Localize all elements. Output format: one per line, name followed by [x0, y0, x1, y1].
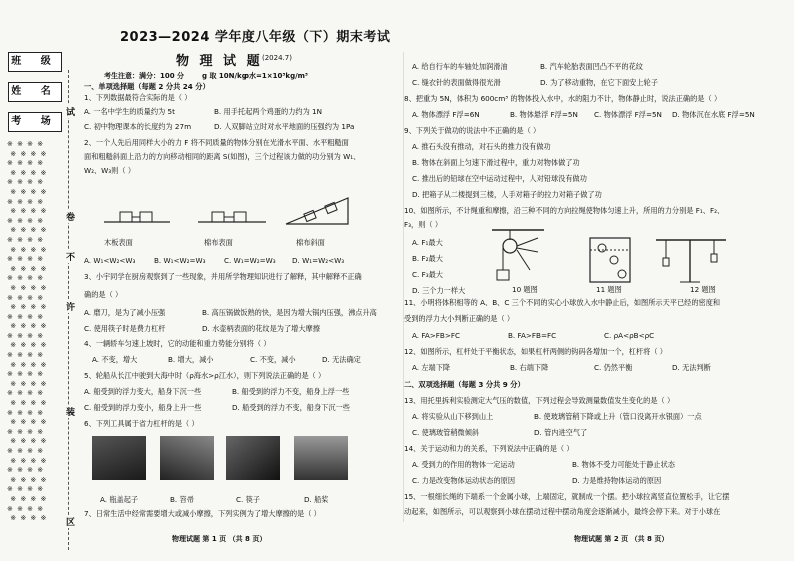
- class-label: 班 级: [11, 56, 59, 67]
- q7-option-c[interactable]: C. 缝衣针的表面做得很光滑: [412, 78, 501, 87]
- q13-option-b[interactable]: B. 使玻璃管稍下降或上升（管口没离开水银面）一点: [534, 412, 702, 421]
- q11-stem-2: 受到的浮力大小判断正确的是（ ）: [404, 314, 515, 323]
- q12-option-b[interactable]: B. 右端下降: [510, 363, 549, 372]
- q2-fig-label-2: 棉布表面: [204, 238, 233, 247]
- q4-stem: 4、一辆轿车匀速上坡时，它的动能和重力势能分别将（ ）: [84, 339, 271, 348]
- q4-option-d[interactable]: D. 无法确定: [322, 355, 361, 364]
- q11-stem: 11、小明将体积相等的 A、B、C 三个不同的实心小球放入水中静止后，如图所示天平已经的密度和: [404, 298, 721, 307]
- q2-figure: [100, 196, 380, 242]
- q7-stem: 7、日常生活中经常需要增大或减小摩擦，下列实例为了增大摩擦的是（ ）: [84, 509, 321, 518]
- q10-stem: 10、如图所示，不计绳重和摩擦，沿三种不同的方向拉绳使物体匀速上升，所用的力分别是 F₁、F₂、: [404, 206, 725, 215]
- q15-stem-2: 动起来，如图所示，可以观察到小球在摆动过程中摆动角度会逐渐减小，最终会停下来。对于小球在: [404, 507, 721, 516]
- q2-option-b[interactable]: B. W₁<W₂=W₃: [154, 256, 206, 265]
- q5-option-d[interactable]: D. 船受到的浮力不变，船身下沉一些: [232, 403, 350, 412]
- q2-fig-label-1: 木板表面: [104, 238, 133, 247]
- q12-option-d[interactable]: D. 无法判断: [672, 363, 711, 372]
- q2-fig-label-3: 棉布斜面: [296, 238, 325, 247]
- fig10-label: 10 题图: [512, 285, 538, 294]
- q3-option-c[interactable]: C. 使用筷子时是费力杠杆: [84, 324, 166, 333]
- q3-stem: 3、小宇同学在厨房观察到了一些现象，并用所学物理知识进行了解释，其中解释不正确: [84, 272, 362, 281]
- q14-option-c[interactable]: C. 力是改变物体运动状态的原因: [412, 476, 516, 485]
- q7-option-a[interactable]: A. 给自行车的车轴处加润滑油: [412, 62, 508, 71]
- q10-stem-2: F₃，则（ ）: [404, 220, 443, 229]
- section-2-heading: 二、双项选择题（每题 3 分共 9 分）: [404, 380, 525, 389]
- q13-option-a[interactable]: A. 将实验从山下移到山上: [412, 412, 494, 421]
- q4-option-c[interactable]: C. 不变，减小: [250, 355, 296, 364]
- q6-photo-b: [160, 436, 214, 480]
- q2-option-c[interactable]: C. W₁=W₂=W₃: [224, 256, 276, 265]
- q13-option-c[interactable]: C. 使璃玻管稍微倾斜: [412, 428, 480, 437]
- q1-stem: 1、下列数据最符合实际的是（ ）: [84, 93, 192, 102]
- q2-stem-3: W₂、W₃则（ ）: [84, 166, 136, 175]
- exam-subject: 物 理 试 题: [176, 54, 263, 69]
- class-field[interactable]: [8, 52, 62, 72]
- q8-option-a[interactable]: A. 物体漂浮 F浮=6N: [412, 110, 480, 119]
- q9-option-a[interactable]: A. 推石头没有推动，对石头的推力没有做功: [412, 142, 551, 151]
- binding-hatch-pattern: ※ ※ ※ ※ ※ ※ ※ ※ ※ ※ ※ ※ ※ ※ ※ ※ ※ ※ ※ ※ ※ ※ ※ ※ ※ ※ ※ ※ ※ ※ ※ ※ ※ ※ ※ ※ ※ ※ ※ ※ ※ ※ ※ ※ ※ ※ ※ ※ ※ ※ ※ ※ ※ ※ ※ ※ ※ ※ ※ ※ ※ ※ ※ ※ ※ ※ ※ ※ ※ ※ ※ ※ ※ ※ ※ ※ ※ ※ ※ ※ ※ ※ ※ ※ ※ ※ ※ ※ ※ ※ ※ ※ ※ ※ ※ ※ ※ ※ ※ ※ ※ ※ ※ ※ ※ ※ ※ ※ ※ ※ ※ ※ ※ ※ ※ ※ ※ ※ ※ ※ ※ ※ ※ ※ ※ ※ ※ ※ ※ ※ ※ ※ ※ ※ ※ ※ ※ ※ ※ ※ ※ ※ ※ ※ ※ ※ ※ ※ ※ ※ ※ ※ ※ ※ ※ ※ ※ ※ ※ ※: [7, 140, 48, 523]
- q6-photo-d: [294, 436, 348, 480]
- side-char-4: 许: [66, 300, 75, 313]
- q3-option-d[interactable]: D. 水壶柄表面的花纹是为了增大摩擦: [202, 324, 320, 333]
- q3-option-b[interactable]: B. 高压锅做饭熟的快，是因为增大锅内压强，沸点升高: [202, 308, 377, 317]
- q7-option-d[interactable]: D. 为了移动重物，在它下面安上轮子: [540, 78, 658, 87]
- q9-option-b[interactable]: B. 物体在斜面上匀速下滑过程中，重力对物体做了功: [412, 158, 580, 167]
- room-label: 考 场: [11, 116, 59, 127]
- q8-option-b[interactable]: B. 物体悬浮 F浮=5N: [510, 110, 578, 119]
- q6-option-d[interactable]: D. 船桨: [304, 495, 329, 504]
- q12-option-a[interactable]: A. 左端下降: [412, 363, 451, 372]
- q5-option-a[interactable]: A. 船受到的浮力变大，船身下沉一些: [84, 387, 202, 396]
- q15-stem: 15、一根细长绳的下端系一个金属小球，上端固定，就制成一个摆。把小球拉离竖直位置松手，让它摆: [404, 492, 730, 501]
- q6-option-b[interactable]: B. 笤帚: [170, 495, 194, 504]
- q2-option-d[interactable]: D. W₁=W₂<W₃: [292, 256, 345, 265]
- q10-option-d[interactable]: D. 三个力一样大: [412, 286, 466, 295]
- q7-option-b[interactable]: B. 汽车轮胎表面凹凸不平的花纹: [540, 62, 643, 71]
- q11-option-a[interactable]: A. FA>FB>FC: [412, 331, 461, 340]
- q5-option-b[interactable]: B. 船受到的浮力不变，船身上浮一些: [232, 387, 350, 396]
- room-field[interactable]: [8, 112, 62, 132]
- exam-info: 考生注意：满分：100 分: [104, 72, 185, 80]
- q12-option-c[interactable]: C. 仍然平衡: [594, 363, 633, 372]
- q9-option-d[interactable]: D. 把箱子从二楼提到三楼，人手对箱子的拉力对箱子做了功: [412, 190, 602, 199]
- q3-option-a[interactable]: A. 磨刀，是为了减小压强: [84, 308, 166, 317]
- side-char-6: 区: [66, 515, 75, 528]
- q8-stem: 8、把重为 5N，体积为 600cm³ 的物体投入水中，水的阻力不计，物体静止时，说法正确的是（ ）: [404, 94, 722, 103]
- q1-option-d[interactable]: D. 人双脚站立时对水平地面的压强约为 1Pa: [214, 122, 355, 131]
- q9-option-c[interactable]: C. 推出后的铅球在空中运动过程中，人对铅球没有做功: [412, 174, 587, 183]
- q11-option-b[interactable]: B. FA>FB=FC: [508, 331, 557, 340]
- q10-option-c[interactable]: C. F₃最大: [412, 270, 443, 279]
- q14-option-a[interactable]: A. 受到力的作用的物体一定运动: [412, 460, 515, 469]
- q5-stem: 5、轮船从长江中驶到大海中时（ρ海水>ρ江水），则下列说法正确的是（ ）: [84, 371, 326, 380]
- section-1-heading: 一、单项选择题（每题 2 分共 24 分）: [84, 82, 210, 91]
- q11-option-c[interactable]: C. ρA<ρB<ρC: [604, 331, 655, 340]
- q14-option-d[interactable]: D. 力是维持物体运动的原因: [572, 476, 662, 485]
- q4-option-a[interactable]: A. 不变，增大: [92, 355, 138, 364]
- side-char-2: 卷: [66, 210, 75, 223]
- q10-option-a[interactable]: A. F₁最大: [412, 238, 443, 247]
- q8-option-c[interactable]: C. 物体漂浮 F浮=5N: [594, 110, 662, 119]
- q14-stem: 14、关于运动和力的关系，下列说法中正确的是（ ）: [404, 444, 574, 453]
- gravity-constant: g 取 10N/kg: [202, 72, 247, 80]
- page-1-footer: 物理试题 第 1 页 （共 8 页）: [172, 535, 267, 543]
- q6-option-a[interactable]: A. 瓶盖起子: [100, 495, 139, 504]
- q8-option-d[interactable]: D. 物体沉在水底 F浮=5N: [672, 110, 755, 119]
- q6-option-c[interactable]: C. 筷子: [236, 495, 260, 504]
- fig12-label: 12 题图: [690, 285, 716, 294]
- name-label: 姓 名: [11, 86, 59, 97]
- figures-10-12: [486, 226, 746, 288]
- q1-option-b[interactable]: B. 用手托起两个鸡蛋的力约为 1N: [214, 107, 322, 116]
- exam-date: (2024.7): [262, 54, 292, 62]
- q6-stem: 6、下列工具属于省力杠杆的是（ ）: [84, 419, 199, 428]
- side-char-1: 试: [66, 105, 75, 118]
- q1-option-c[interactable]: C. 初中物理课本的长度约为 27m: [84, 122, 192, 131]
- q13-option-d[interactable]: D. 管内进空气了: [534, 428, 588, 437]
- exam-title: 2023—2024 学年度八年级（下）期末考试: [120, 30, 391, 45]
- page-2-footer: 物理试题 第 2 页 （共 8 页）: [574, 535, 669, 543]
- q9-stem: 9、下列关于做功的说法中不正确的是（ ）: [404, 126, 541, 135]
- side-char-3: 不: [66, 250, 75, 263]
- q1-option-a[interactable]: A. 一名中学生的质量约为 5t: [84, 107, 175, 116]
- q5-option-c[interactable]: C. 船受到的浮力变小，船身上升一些: [84, 403, 202, 412]
- q12-stem: 12、如图所示，杠杆处于平衡状态，如果杠杆两侧的钩码各增加一个，杠杆将（ ）: [404, 347, 667, 356]
- q14-option-b[interactable]: B. 物体不受力可能处于静止状态: [572, 460, 675, 469]
- q6-photo-c: [226, 436, 280, 480]
- q3-stem-2: 确的是（ ）: [84, 290, 123, 299]
- side-char-5: 装: [66, 405, 75, 418]
- fig11-label: 11 题图: [596, 285, 622, 294]
- q13-stem: 13、用托里拆利实验测定大气压的数值，下列过程会导致测量数值发生变化的是（ ）: [404, 396, 675, 405]
- name-field[interactable]: [8, 82, 62, 102]
- q2-option-a[interactable]: A. W₁<W₂<W₃: [84, 256, 136, 265]
- q6-photo-a: [92, 436, 146, 480]
- q10-option-b[interactable]: B. F₂最大: [412, 254, 443, 263]
- q4-option-b[interactable]: B. 增大，减小: [168, 355, 214, 364]
- q2-stem: 2、一个人先后用同样大小的力 F 将不同质量的物体分别在光滑水平面、水平粗糙面: [84, 138, 349, 147]
- q2-stem-2: 面和粗糙斜面上沿力的方向移动相同的距离 S(如图)，三个过程该力做的功分别为 W₁、: [84, 152, 361, 161]
- water-density: ρ水=1×10³kg/m³: [244, 72, 309, 80]
